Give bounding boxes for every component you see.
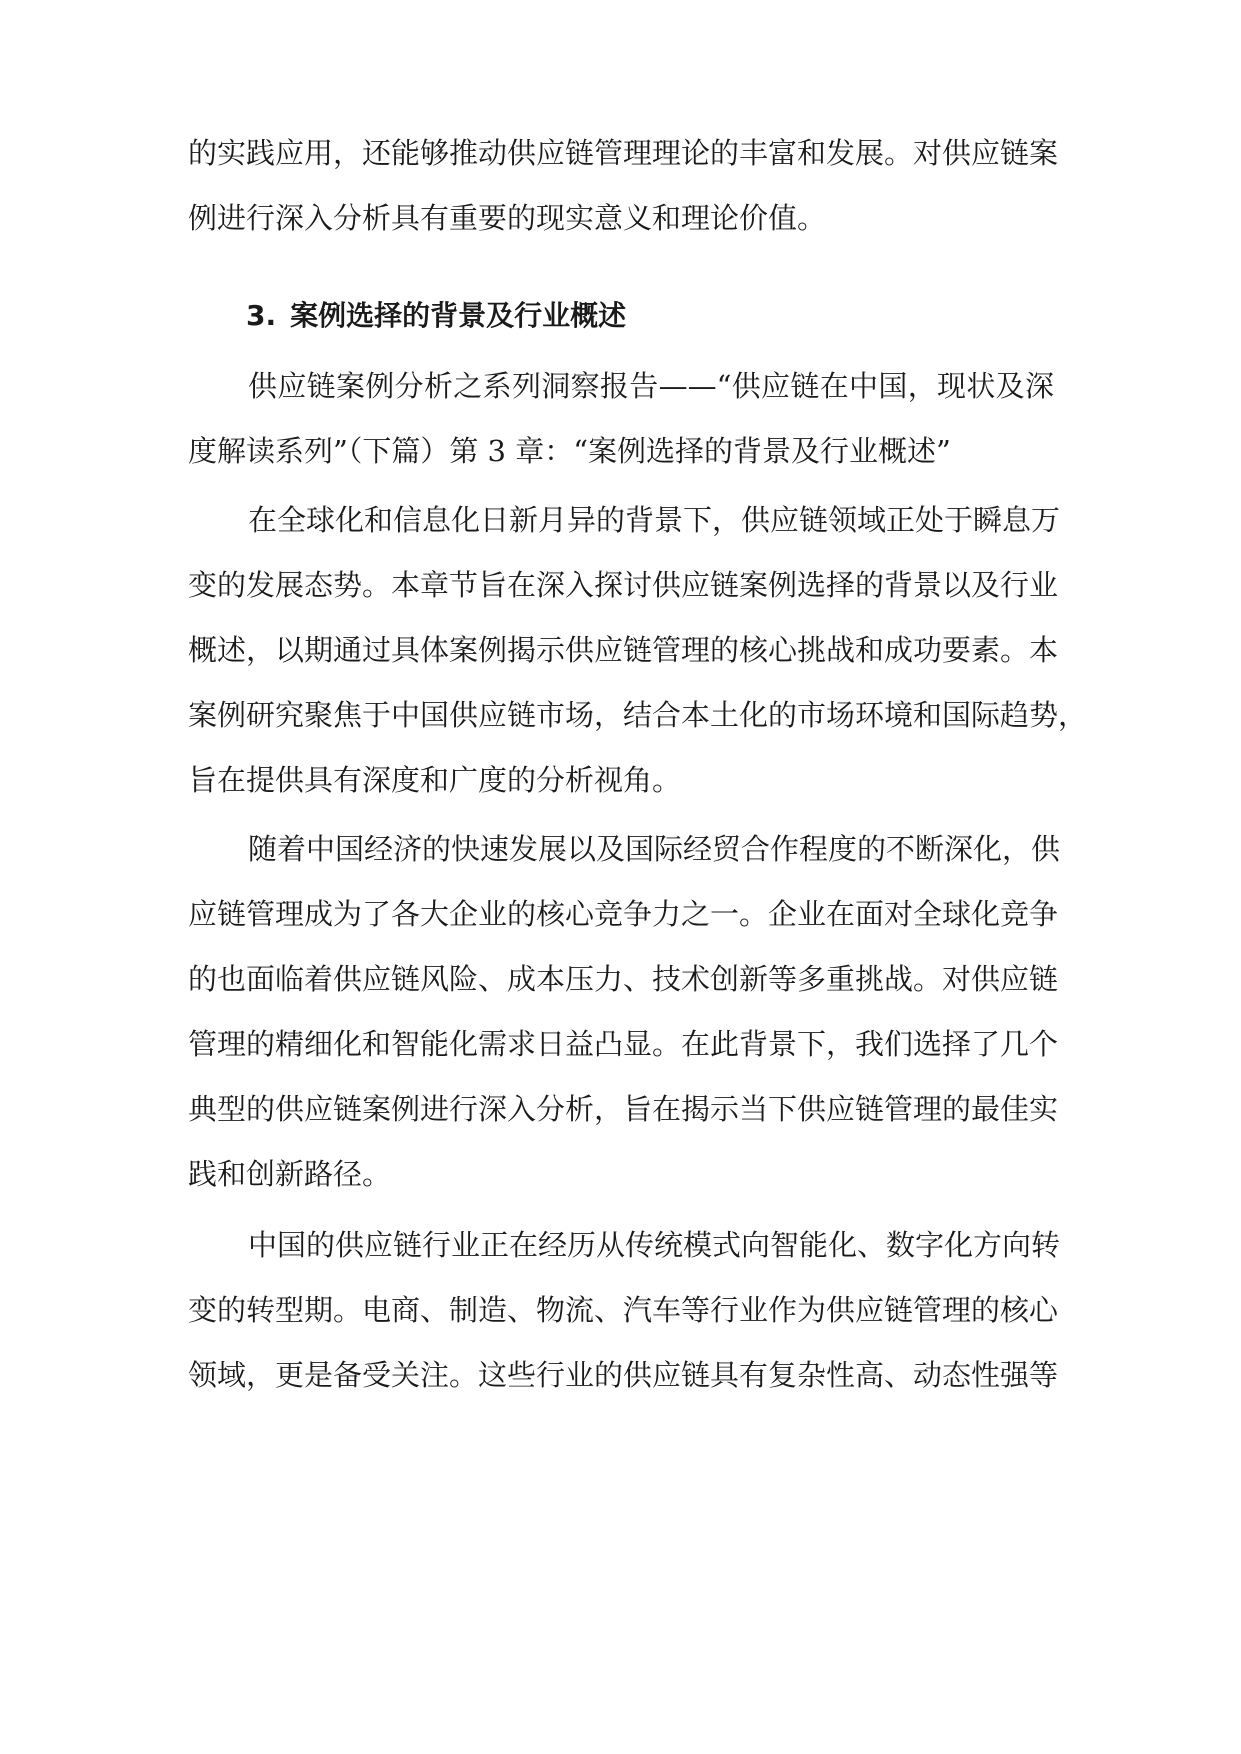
section-heading: [246, 298, 626, 334]
paragraph-3-line-1: 随着中国经济的快速发展以及国际经贸合作程度的不断深化，供: [248, 832, 1061, 866]
paragraph-3-line-4: 管理的精细化和智能化需求日益凸显。在此背景下，我们选择了几个: [188, 1027, 1059, 1061]
paragraph-1-line-1: 供应链案例分析之系列洞察报告——“供应链在中国，现状及深: [248, 369, 1054, 403]
paragraph-2-line-1: 在全球化和信息化日新月异的背景下，供应链领域正处于瞬息万: [248, 503, 1061, 537]
paragraph-2-line-4: 案例研究聚焦于中国供应链市场，结合本土化的市场环境和国际趋势，: [188, 698, 1088, 732]
paragraph-2-line-2: 变的发展态势。本章节旨在深入探讨供应链案例选择的背景以及行业: [188, 568, 1059, 602]
section-number: 3.: [246, 299, 277, 332]
paragraph-3-line-2: 应链管理成为了各大企业的核心竞争力之一。企业在面对全球化竞争: [188, 897, 1059, 931]
section-title: 案例选择的背景及行业概述: [290, 299, 627, 332]
paragraph-4-line-3: 领域，更是备受关注。这些行业的供应链具有复杂性高、动态性强等: [188, 1358, 1059, 1392]
paragraph-intro-line-2: 例进行深入分析具有重要的现实意义和理论价值。: [188, 201, 827, 235]
paragraph-2-line-3: 概述，以期通过具体案例揭示供应链管理的核心挑战和成功要素。本: [188, 633, 1059, 667]
paragraph-3-line-3: 的也面临着供应链风险、成本压力、技术创新等多重挑战。对供应链: [188, 962, 1059, 996]
paragraph-1-line-2: 度解读系列”（下篇）第 3 章：“案例选择的背景及行业概述”: [188, 434, 951, 468]
paragraph-2-line-5: 旨在提供具有深度和广度的分析视角。: [188, 763, 682, 797]
paragraph-4-line-1: 中国的供应链行业正在经历从传统模式向智能化、数字化方向转: [248, 1228, 1061, 1262]
paragraph-intro-line-1: 的实践应用，还能够推动供应链管理理论的丰富和发展。对供应链案: [188, 136, 1059, 170]
paragraph-3-line-5: 典型的供应链案例进行深入分析，旨在揭示当下供应链管理的最佳实: [188, 1092, 1059, 1126]
paragraph-4-line-2: 变的转型期。电商、制造、物流、汽车等行业作为供应链管理的核心: [188, 1293, 1059, 1327]
paragraph-3-line-6: 践和创新路径。: [188, 1157, 392, 1191]
